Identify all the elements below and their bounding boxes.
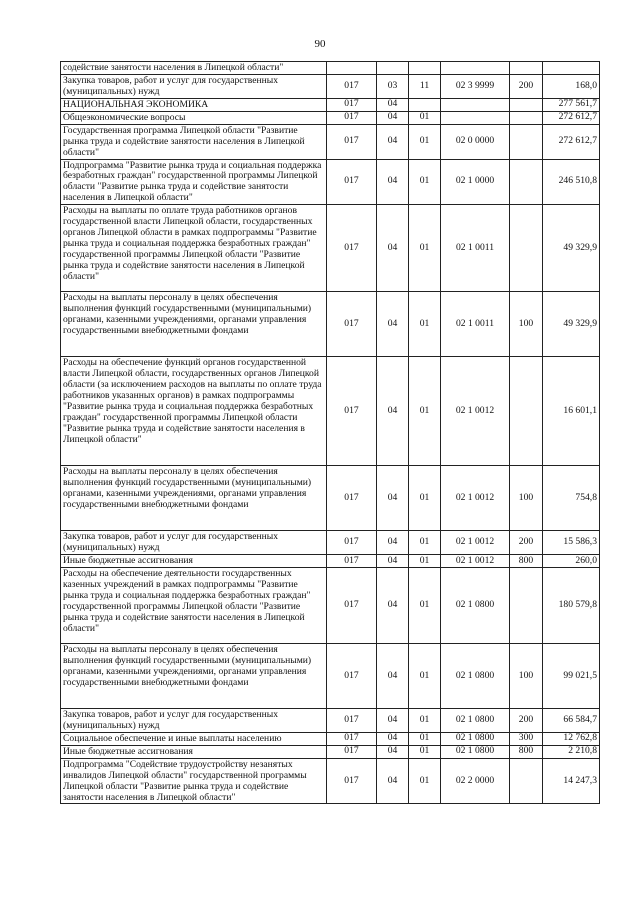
- expense-type-cell: [510, 758, 543, 804]
- subsection-code-cell: 11: [409, 75, 441, 99]
- admin-code-cell: 017: [327, 708, 377, 732]
- admin-code-cell: 017: [327, 124, 377, 159]
- admin-code-cell: 017: [327, 531, 377, 555]
- amount-cell: 15 586,3: [543, 531, 600, 555]
- item-name-cell: Расходы на обеспечение функций органов государственной власти Липецкой области, государственных органов Липецкой области (за исключением расходов на выплаты по оплате труда работников указанных органов) в рамках подпрограммы "Развитие рынка труда и социальная поддержка безработных граждан" государственной программы Липецкой области "Развитие рынка труда и содействие занятости населения в Липецкой области": [61, 357, 327, 466]
- expense-type-cell: 800: [510, 745, 543, 758]
- amount-cell: 180 579,8: [543, 567, 600, 643]
- section-code-cell: [377, 62, 409, 75]
- table-row: [61, 159, 600, 205]
- target-article-cell: [441, 62, 510, 75]
- subsection-code-cell: [409, 62, 441, 75]
- item-name-cell: Расходы на выплаты персоналу в целях обеспечения выполнения функций государственными (муниципальными) органами, казенными учреждениями, органами управления государственными внебюджетными фондами: [61, 643, 327, 708]
- table-row: [61, 75, 600, 99]
- budget-table: [60, 61, 600, 804]
- table-row: [61, 357, 600, 466]
- amount-cell: 99 021,5: [543, 643, 600, 708]
- admin-code-cell: 017: [327, 292, 377, 357]
- amount-cell: 49 329,9: [543, 292, 600, 357]
- subsection-code-cell: 01: [409, 554, 441, 567]
- expense-type-cell: [510, 205, 543, 292]
- admin-code-cell: [327, 62, 377, 75]
- table-row: [61, 205, 600, 292]
- section-code-cell: 04: [377, 758, 409, 804]
- subsection-code-cell: 01: [409, 159, 441, 205]
- section-code-cell: 04: [377, 292, 409, 357]
- admin-code-cell: 017: [327, 159, 377, 205]
- amount-cell: 277 561,7: [543, 98, 600, 111]
- section-code-cell: 04: [377, 124, 409, 159]
- target-article-cell: 02 2 0000: [441, 758, 510, 804]
- item-name-cell: Расходы на выплаты персоналу в целях обеспечения выполнения функций государственными (муниципальными) органами, казенными учреждениями, органами управления государственными внебюджетными фондами: [61, 292, 327, 357]
- expense-type-cell: [510, 111, 543, 124]
- amount-cell: 16 601,1: [543, 357, 600, 466]
- section-code-cell: 04: [377, 554, 409, 567]
- expense-type-cell: 300: [510, 732, 543, 745]
- target-article-cell: 02 3 9999: [441, 75, 510, 99]
- subsection-code-cell: 01: [409, 357, 441, 466]
- admin-code-cell: 017: [327, 357, 377, 466]
- table-row: [61, 124, 600, 159]
- amount-cell: 12 762,8: [543, 732, 600, 745]
- amount-cell: 66 584,7: [543, 708, 600, 732]
- budget-table-body: [61, 62, 600, 804]
- expense-type-cell: 800: [510, 554, 543, 567]
- table-row: [61, 111, 600, 124]
- amount-cell: 272 612,7: [543, 124, 600, 159]
- table-row: [61, 708, 600, 732]
- item-name-cell: Общеэкономические вопросы: [61, 111, 327, 124]
- item-name-cell: Расходы на выплаты по оплате труда работников органов государственной власти Липецкой области, государственных органов Липецкой области в рамках подпрограммы "Развитие рынка труда и социальная поддержка безработных граждан" государственной программы Липецкой области "Развитие рынка труда и содействие занятости населения в Липецкой области": [61, 205, 327, 292]
- table-row: [61, 732, 600, 745]
- target-article-cell: 02 1 0800: [441, 643, 510, 708]
- admin-code-cell: 017: [327, 745, 377, 758]
- target-article-cell: 02 1 0011: [441, 205, 510, 292]
- expense-type-cell: 100: [510, 292, 543, 357]
- table-row: [61, 531, 600, 555]
- subsection-code-cell: 01: [409, 732, 441, 745]
- target-article-cell: 02 0 0000: [441, 124, 510, 159]
- target-article-cell: 02 1 0800: [441, 732, 510, 745]
- admin-code-cell: 017: [327, 205, 377, 292]
- table-row: [61, 643, 600, 708]
- admin-code-cell: 017: [327, 732, 377, 745]
- table-row: [61, 745, 600, 758]
- subsection-code-cell: 01: [409, 758, 441, 804]
- section-code-cell: 04: [377, 98, 409, 111]
- target-article-cell: 02 1 0012: [441, 466, 510, 531]
- amount-cell: 168,0: [543, 75, 600, 99]
- subsection-code-cell: 01: [409, 708, 441, 732]
- section-code-cell: 04: [377, 466, 409, 531]
- amount-cell: 246 510,8: [543, 159, 600, 205]
- expense-type-cell: [510, 357, 543, 466]
- target-article-cell: 02 1 0012: [441, 554, 510, 567]
- subsection-code-cell: 01: [409, 205, 441, 292]
- section-code-cell: 04: [377, 205, 409, 292]
- item-name-cell: Расходы на обеспечение деятельности государственных казенных учреждений в рамках подпрограммы "Развитие рынка труда и социальная поддержка безработных граждан" государственной программы Липецкой области "Развитие рынка труда и содействие занятости населения в Липецкой области": [61, 567, 327, 643]
- section-code-cell: 04: [377, 111, 409, 124]
- amount-cell: 14 247,3: [543, 758, 600, 804]
- amount-cell: 272 612,7: [543, 111, 600, 124]
- amount-cell: 2 210,8: [543, 745, 600, 758]
- section-code-cell: 04: [377, 643, 409, 708]
- expense-type-cell: 100: [510, 466, 543, 531]
- section-code-cell: 03: [377, 75, 409, 99]
- subsection-code-cell: [409, 98, 441, 111]
- target-article-cell: 02 1 0800: [441, 745, 510, 758]
- item-name-cell: НАЦИОНАЛЬНАЯ ЭКОНОМИКА: [61, 98, 327, 111]
- amount-cell: 49 329,9: [543, 205, 600, 292]
- subsection-code-cell: 01: [409, 531, 441, 555]
- section-code-cell: 04: [377, 159, 409, 205]
- item-name-cell: Подпрограмма "Содействие трудоустройству незанятых инвалидов Липецкой области" государственной программы Липецкой области "Развитие рынка труда и содействие занятости населения в Липецкой области": [61, 758, 327, 804]
- admin-code-cell: 017: [327, 758, 377, 804]
- table-row: [61, 554, 600, 567]
- page-number: 90: [314, 38, 326, 50]
- expense-type-cell: [510, 567, 543, 643]
- amount-cell: [543, 62, 600, 75]
- amount-cell: 754,8: [543, 466, 600, 531]
- admin-code-cell: 017: [327, 75, 377, 99]
- section-code-cell: 04: [377, 732, 409, 745]
- table-row: [61, 292, 600, 357]
- admin-code-cell: 017: [327, 111, 377, 124]
- item-name-cell: содействие занятости населения в Липецкой области": [61, 62, 327, 75]
- item-name-cell: Закупка товаров, работ и услуг для государственных (муниципальных) нужд: [61, 75, 327, 99]
- table-row: [61, 466, 600, 531]
- subsection-code-cell: 01: [409, 745, 441, 758]
- table-row: [61, 98, 600, 111]
- table-row: [61, 758, 600, 804]
- subsection-code-cell: 01: [409, 111, 441, 124]
- section-code-cell: 04: [377, 357, 409, 466]
- target-article-cell: [441, 111, 510, 124]
- table-row: [61, 567, 600, 643]
- expense-type-cell: [510, 124, 543, 159]
- admin-code-cell: 017: [327, 554, 377, 567]
- expense-type-cell: 200: [510, 708, 543, 732]
- item-name-cell: Иные бюджетные ассигнования: [61, 745, 327, 758]
- target-article-cell: 02 1 0011: [441, 292, 510, 357]
- amount-cell: 260,0: [543, 554, 600, 567]
- admin-code-cell: 017: [327, 567, 377, 643]
- section-code-cell: 04: [377, 531, 409, 555]
- item-name-cell: Расходы на выплаты персоналу в целях обеспечения выполнения функций государственными (муниципальными) органами, казенными учреждениями, органами управления государственными внебюджетными фондами: [61, 466, 327, 531]
- subsection-code-cell: 01: [409, 292, 441, 357]
- target-article-cell: [441, 98, 510, 111]
- item-name-cell: Иные бюджетные ассигнования: [61, 554, 327, 567]
- item-name-cell: Подпрограмма "Развитие рынка труда и социальная поддержка безработных граждан" государственной программы Липецкой области "Развитие рынка труда и содействие занятости населения в Липецкой области": [61, 159, 327, 205]
- table-row: [61, 62, 600, 75]
- expense-type-cell: [510, 159, 543, 205]
- target-article-cell: 02 1 0012: [441, 531, 510, 555]
- section-code-cell: 04: [377, 745, 409, 758]
- expense-type-cell: 100: [510, 643, 543, 708]
- expense-type-cell: [510, 98, 543, 111]
- subsection-code-cell: 01: [409, 567, 441, 643]
- admin-code-cell: 017: [327, 98, 377, 111]
- target-article-cell: 02 1 0000: [441, 159, 510, 205]
- target-article-cell: 02 1 0800: [441, 567, 510, 643]
- section-code-cell: 04: [377, 567, 409, 643]
- subsection-code-cell: 01: [409, 466, 441, 531]
- subsection-code-cell: 01: [409, 643, 441, 708]
- target-article-cell: 02 1 0800: [441, 708, 510, 732]
- admin-code-cell: 017: [327, 643, 377, 708]
- subsection-code-cell: 01: [409, 124, 441, 159]
- item-name-cell: Социальное обеспечение и иные выплаты населению: [61, 732, 327, 745]
- item-name-cell: Закупка товаров, работ и услуг для государственных (муниципальных) нужд: [61, 531, 327, 555]
- admin-code-cell: 017: [327, 466, 377, 531]
- item-name-cell: Государственная программа Липецкой области "Развитие рынка труда и содействие занятости населения в Липецкой области": [61, 124, 327, 159]
- item-name-cell: Закупка товаров, работ и услуг для государственных (муниципальных) нужд: [61, 708, 327, 732]
- expense-type-cell: 200: [510, 75, 543, 99]
- expense-type-cell: [510, 62, 543, 75]
- section-code-cell: 04: [377, 708, 409, 732]
- expense-type-cell: 200: [510, 531, 543, 555]
- target-article-cell: 02 1 0012: [441, 357, 510, 466]
